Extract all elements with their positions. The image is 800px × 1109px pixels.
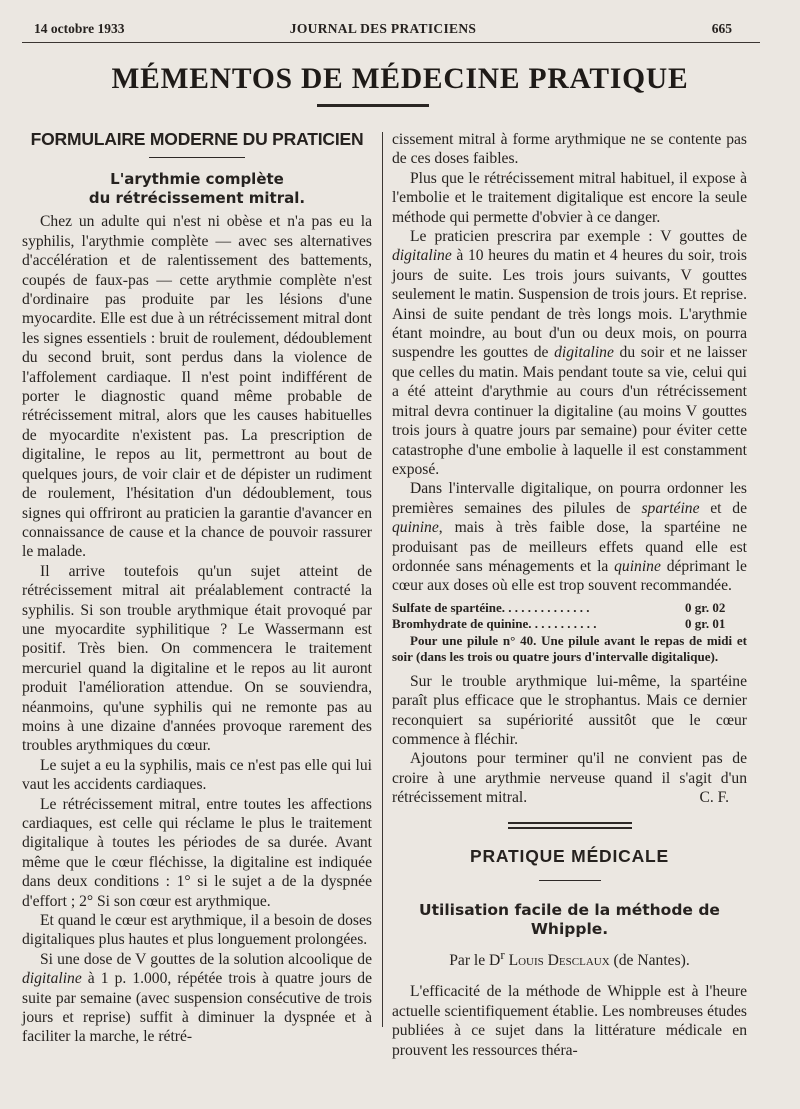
issue-date: 14 octobre 1933 <box>34 21 125 36</box>
article-title-arythmie <box>22 170 372 208</box>
ingredient-name: Bromhydrate de quinine. . . . . . . . . . . <box>392 616 597 632</box>
page-title: MÉMENTOS DE MÉDECINE PRATIQUE <box>111 63 689 95</box>
paragraph: L'efficacité de la méthode de Whipple est à l'heure actuelle scientifiquement établie. Les nombreuses études publiées à ce sujet dans la littérature médicale en prouvent les ressources théra- <box>392 983 747 1059</box>
text-run: et de <box>699 499 747 517</box>
italic-term: digitaline <box>22 970 82 988</box>
article-title-line-2: du rétrécissement mitral. <box>88 189 306 208</box>
text-run: (de Nantes). <box>609 952 690 970</box>
formula-row <box>392 616 747 633</box>
text-run: Ajoutons pour terminer qu'il ne convient pas de croire à une arythmie nerveuse quand il s'agit d'un rétrécissement mitral. <box>392 750 747 807</box>
text-run: à 1 p. 1.000, répétée trois à quatre jours de suite par semaine (avec suspension consécutive de trois jours et reprise) suffit à diminuer la dyspnée et à faciliter la marche, le rétré- <box>22 970 372 1046</box>
journal-name: JOURNAL DES PRATICIENS <box>289 21 477 36</box>
article-byline <box>392 945 747 971</box>
author-name: Louis Desclaux <box>508 952 610 970</box>
formula-note: Pour une pilule n° 40. Une pilule avant le repas de midi et soir (dans les trois ou quatre jours d'intervalle digitalique). <box>392 632 747 665</box>
paragraph: Chez un adulte qui n'est ni obèse et n'a pas eu la syphilis, l'arythmie complète — avec ses alternatives d'accélération et de ralentissement des battements, coupés de faux-pas — cette arythmie complète n'est d'ordinaire pas produite par les lésions d'une myocardite. Elle est due à un rétrécissement mitral dont les signes essentiels : bruit de roulement, dédoublement du second bruit, sont perdus dans la violence de l'affolement cardiaque. Il n'est point indifférent de porter le diagnostic quand même probable de rétrécissement mitral, alors que les causes habituelles de myocardite n'existent pas. La prescription de digitaline, le repos au lit, permettront au bout de quelques jours, de voir clair et de dépister un rudiment de roulement, l'hésitation d'un dédoublement, tous signes qui offriront au praticien la garantie d'avancer en connaissance de cause et la chance de pouvoir rassurer le malade. <box>22 213 372 561</box>
closing-paragraph <box>392 749 747 807</box>
ingredient-dose: 0 gr. 02 <box>685 599 726 615</box>
section-rule <box>149 157 245 158</box>
paragraph <box>392 479 747 595</box>
running-header <box>34 19 732 39</box>
ingredient-name: Sulfate de spartéine. . . . . . . . . . . . . . <box>392 599 590 615</box>
section-separator <box>508 822 632 829</box>
left-column <box>22 130 372 1047</box>
italic-term: quinine <box>614 557 661 575</box>
signature: C. F. <box>699 789 729 807</box>
text-run: du soir et ne laisser que celles du matin. Mais pendant toute sa vie, celui qui a été atteint d'arythmie au cours d'un rétrécissement mitral devra continuer la digitaline (au moins V gouttes trois jours à quatre jours par semaine) pour éviter cette catastrophe d'une embolie à laquelle il est constamment exposé. <box>392 344 747 478</box>
header-rule <box>22 42 760 43</box>
article-title-whipple: Utilisation facile de la méthode de Whipple. <box>419 901 720 939</box>
section-rule <box>539 880 601 881</box>
prescription-formula <box>392 600 747 666</box>
paragraph: Le rétrécissement mitral, entre toutes les affections cardiaques, est celle qui réclame le plus le traitement digitalique à toutes les périodes de sa durée. Avant même que le cœur fléchisse, la digitaline est indiquée dans deux conditions : 1° si le sujet a de la dyspnée d'effort ; 2° Si son cœur est arythmique. <box>22 795 372 910</box>
text-run: Le praticien prescrira par exemple : V gouttes de <box>410 228 747 246</box>
italic-term: quinine <box>392 519 439 537</box>
ingredient-dose: 0 gr. 01 <box>685 616 726 632</box>
paragraph: Le sujet a eu la syphilis, mais ce n'est pas elle qui lui vaut les accidents cardiaques. <box>22 756 372 794</box>
article-title-line-1: L'arythmie complète <box>110 170 284 189</box>
text-run: r <box>500 946 505 962</box>
paragraph: Plus que le rétrécissement mitral habituel, il expose à l'embolie et le traitement digitalique est encore la seule méthode qui permette d'obvier à ce danger. <box>392 169 747 226</box>
italic-term: digitaline <box>392 247 452 265</box>
italic-term: spartéine <box>641 499 700 517</box>
text-run: Si une dose de V gouttes de la solution alcoolique de <box>40 950 372 968</box>
text-run: à 10 heures du matin et 4 heures du soir, trois jours de suite. Les trois jours suivants, V gouttes seulement le matin. Suspension de trois jours. Et reprise. Ainsi de suite pendant de très longs mois. L'arythmie étant moindre, au bout d'un ou deux mois, on pourra suspendre les gouttes de <box>392 247 747 362</box>
paragraph: Sur le trouble arythmique lui-même, la spartéine paraît plus efficace que le strophantus. Mais ce dernier reconquiert sa supériorité aussitôt que le cœur commence à fléchir. <box>392 672 747 748</box>
section-title-pratique: PRATIQUE MÉDICALE <box>470 845 669 866</box>
column-divider <box>382 132 383 1027</box>
paragraph <box>392 227 747 479</box>
paragraph <box>22 950 372 1047</box>
formula-row <box>392 600 747 617</box>
paragraph: Et quand le cœur est arythmique, il a besoin de doses digitaliques plus hautes et plus longuement prolongées. <box>22 912 372 949</box>
page-number: 665 <box>711 21 732 36</box>
paragraph: cissement mitral à forme arythmique ne se contente pas de ces doses faibles. <box>392 131 747 168</box>
title-rule <box>317 104 429 107</box>
text-run: Par le D <box>449 952 501 970</box>
text-run: déprimant le cœur aux doses où elle est trop souvent recommandée. <box>392 557 747 595</box>
paragraph: Il arrive toutefois qu'un sujet atteint de rétrécissement mitral ait préalablement contracté la syphilis. Si son trouble arythmique était provoqué par une myocardite syphilitique ? Le Wassermann est positif. Très bien. On commencera le traitement mercuriel quand la digitaline et le repos au lit auront produit l'amélioration attendue. On se souviendra, néanmoins, qu'une syphilis qui ne remonte pas au moins à une dizaine d'années provoque rarement des troubles arythmiques du cœur. <box>22 562 372 755</box>
text-run: Dans l'intervalle digitalique, on pourra ordonner les premières semaines des pilules de <box>392 480 747 517</box>
italic-term: digitaline <box>554 344 614 362</box>
right-column <box>392 130 747 1060</box>
section-title-formulaire: FORMULAIRE MODERNE DU PRATICIEN <box>30 129 364 149</box>
text-run: , mais à très faible dose, la spartéine ne produisant pas de meilleurs effets quand elle est ordonnée sans ménagements et la <box>392 519 747 575</box>
